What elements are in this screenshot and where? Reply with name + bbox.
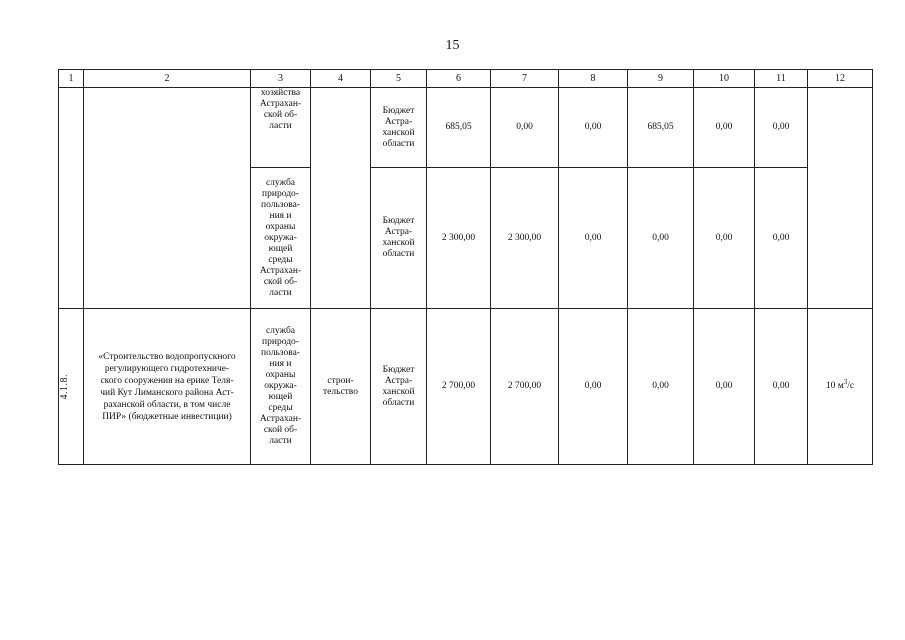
value-cell: 0,00: [559, 168, 628, 309]
agency-line: среды: [268, 403, 293, 413]
header-cell-6: 6: [427, 70, 491, 88]
agency-line: охраны: [265, 221, 296, 232]
capacity-unit: /с: [847, 381, 855, 391]
value-cell: 0,00: [755, 88, 808, 168]
value-cell: 2 300,00: [491, 168, 559, 309]
agency-line: ласти: [269, 436, 292, 446]
capacity-value: 10 м: [825, 381, 844, 391]
header-cell-11: 11: [755, 70, 808, 88]
agency-line: природо-: [262, 188, 299, 199]
agency-cell: [251, 88, 311, 168]
source-line: Бюджет: [382, 105, 415, 116]
header-cell-8: 8: [559, 70, 628, 88]
source-line: ханской: [382, 238, 415, 248]
source-line: Бюджет: [382, 364, 415, 375]
agency-line: служба: [265, 177, 296, 188]
type-line: тельство: [323, 386, 358, 397]
agency-line: ния и: [269, 359, 292, 369]
description-line: ПИР» (бюджетные инвестиции): [102, 411, 232, 422]
funding-source-cell: [371, 168, 427, 309]
description-line: чий Кут Лиманского района Аст-: [100, 387, 234, 398]
value-cell: 685,05: [628, 88, 694, 168]
description-line: «Строительство водопропускного: [98, 351, 236, 362]
agency-line: пользова-: [261, 199, 300, 210]
source-line: Астра-: [384, 227, 413, 237]
type-line: строи-: [327, 375, 354, 386]
value-cell: 0,00: [628, 309, 694, 465]
agency-line: ласти: [269, 287, 292, 298]
agency-line: ющей: [268, 243, 293, 254]
value-cell: 0,00: [755, 309, 808, 465]
description-cell: [84, 309, 251, 465]
agency-line: охраны: [265, 370, 296, 380]
agency-line: Астрахан-: [259, 265, 302, 276]
description-cell-empty: [84, 88, 251, 309]
value-cell: 0,00: [755, 168, 808, 309]
agency-line: Астрахан-: [259, 99, 302, 109]
page-number: 15: [445, 38, 460, 53]
value-cell: 2 700,00: [427, 309, 491, 465]
value-cell: 0,00: [559, 309, 628, 465]
source-line: области: [382, 138, 415, 149]
header-cell-7: 7: [491, 70, 559, 88]
description-line: ского сооружения на ерике Теля-: [100, 375, 234, 386]
agency-line: окружа-: [264, 232, 297, 243]
capacity-exponent: 3: [843, 377, 848, 386]
description-line: регулирующего гидротехниче-: [104, 363, 230, 374]
header-cell-3: 3: [251, 70, 311, 88]
agency-line: ющей: [268, 392, 293, 402]
agency-line: среды: [268, 254, 293, 265]
description-line: раханской области, в том числе: [103, 399, 231, 410]
header-cell-12: 12: [808, 70, 873, 88]
agency-line: ской об-: [263, 425, 298, 435]
source-line: Астра-: [384, 375, 413, 386]
agency-line: пользова-: [261, 348, 300, 358]
agency-line: ской об-: [263, 276, 298, 287]
value-cell: 0,00: [628, 168, 694, 309]
header-row: [59, 70, 873, 88]
header-cell-2: 2: [84, 70, 251, 88]
agency-line: Астрахан-: [259, 414, 302, 424]
agency-cell: [251, 168, 311, 309]
agency-line: окружа-: [264, 381, 297, 391]
value-cell: 0,00: [694, 309, 755, 465]
header-cell-1: 1: [59, 70, 84, 88]
agency-line: хозяйства: [260, 88, 301, 98]
agency-line: ласти: [269, 121, 292, 131]
agency-line: ской об-: [263, 110, 298, 120]
header-cell-10: 10: [694, 70, 755, 88]
funding-source-cell: [371, 88, 427, 168]
header-cell-5: 5: [371, 70, 427, 88]
item-number-cell: [59, 309, 84, 465]
number-cell-empty: [59, 88, 84, 309]
capacity-cell-empty: [808, 88, 873, 309]
source-line: ханской: [382, 127, 415, 138]
type-cell-empty: [311, 88, 371, 309]
value-cell: 2 700,00: [491, 309, 559, 465]
item-number: 4.1.8.: [59, 373, 70, 400]
value-cell: 0,00: [694, 168, 755, 309]
capacity-cell: [808, 309, 873, 465]
source-line: Бюджет: [382, 216, 415, 226]
source-line: ханской: [382, 386, 415, 397]
value-cell: 685,05: [427, 88, 491, 168]
value-cell: 2 300,00: [427, 168, 491, 309]
source-line: области: [382, 397, 415, 408]
header-cell-4: 4: [311, 70, 371, 88]
work-type-cell: [311, 309, 371, 465]
source-line: Астра-: [384, 116, 413, 127]
header-cell-9: 9: [628, 70, 694, 88]
agency-line: ния и: [269, 210, 292, 221]
source-line: области: [382, 249, 415, 259]
value-cell: 0,00: [559, 88, 628, 168]
table-row: [59, 88, 873, 168]
agency-line: природо-: [262, 337, 299, 347]
value-cell: 0,00: [491, 88, 559, 168]
table-row: [59, 309, 873, 465]
agency-line: служба: [265, 326, 296, 336]
agency-cell: [251, 309, 311, 465]
value-cell: 0,00: [694, 88, 755, 168]
budget-table: [58, 69, 873, 465]
funding-source-cell: [371, 309, 427, 465]
